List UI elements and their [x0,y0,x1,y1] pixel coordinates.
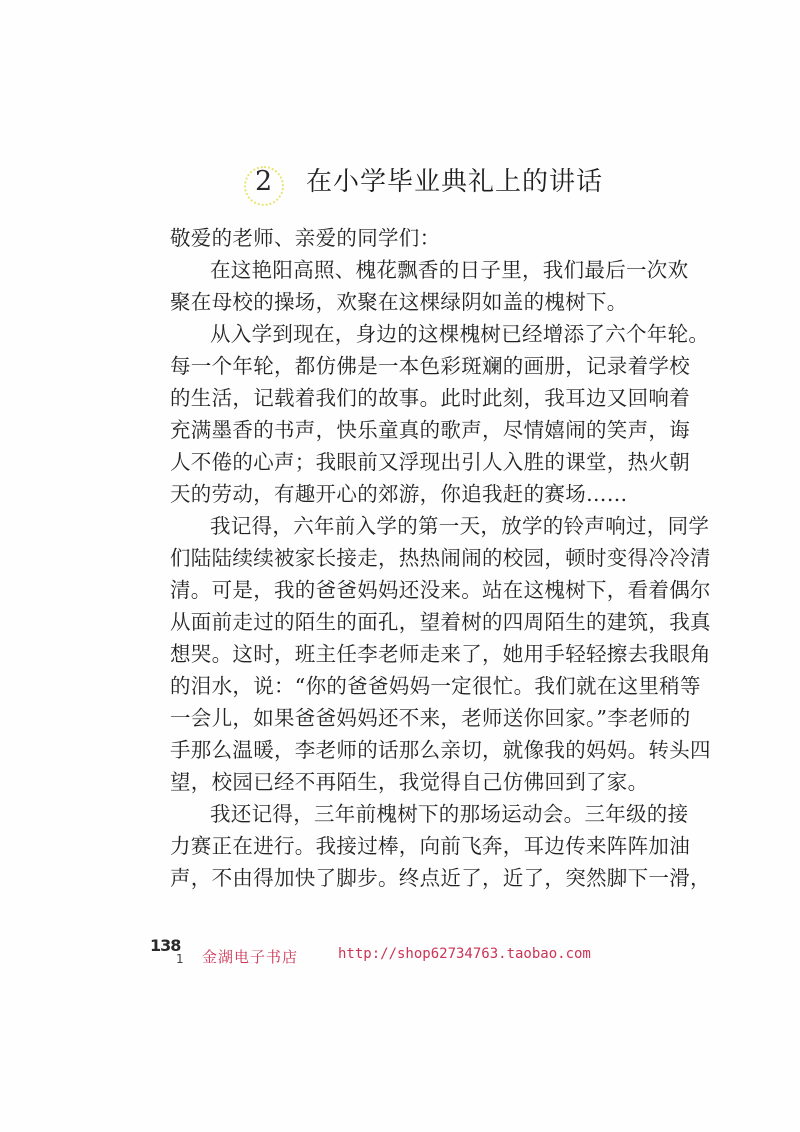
text-line: 的生活，记载着我们的故事。此时此刻，我耳边又回响着 [170,386,690,410]
text-line: 每一个年轮，都仿佛是一本色彩斑斓的画册，记录着学校 [170,354,690,378]
text-line: 敬爱的老师、亲爱的同学们： [170,226,441,250]
text-line: 一会儿，如果爸爸妈妈还不来，老师送你回家。”李老师的 [170,706,691,730]
text-line: 的泪水，说：“你的爸爸妈妈一定很忙。我们就在这里稍等 [170,674,701,698]
text-line: 我记得，六年前入学的第一天，放学的铃声响过，同学 [210,514,710,538]
text-line: 我还记得，三年前槐树下的那场运动会。三年级的接 [210,802,689,826]
text-line: 手那么温暖，李老师的话那么亲切，就像我的妈妈。转头四 [170,738,711,762]
text-line: 想哭。这时，班主任李老师走来了，她用手轻轻擦去我眼角 [170,642,711,666]
text-line: 天的劳动，有趣开心的郊游，你追我赶的赛场…… [170,482,628,506]
text-line: 清。可是，我的爸爸妈妈还没来。站在这槐树下，看着偶尔 [170,578,711,602]
text-line: 望，校园已经不再陌生，我觉得自己仿佛回到了家。 [170,770,649,794]
text-line: 们陆陆续续被家长接走，热热闹闹的校园，顿时变得冷冷清 [170,546,711,570]
page-number: 138 [150,936,181,955]
text-line: 从入学到现在，身边的这棵槐树已经增添了六个年轮。 [210,322,710,346]
store-url-link[interactable]: http://shop62734763.taobao.com [338,946,591,962]
text-line: 人不倦的心声；我眼前又浮现出引人入胜的课堂，热火朝 [170,450,690,474]
store-name-watermark: 金湖电子书店 [202,948,299,966]
lesson-title: 在小学毕业典礼上的讲话 [306,167,604,197]
text-line: 从面前走过的陌生的面孔，望着树的四周陌生的建筑，我真 [170,610,711,634]
text-line: 在这艳阳高照、槐花飘香的日子里，我们最后一次欢 [210,258,689,282]
lesson-heading [0,162,800,202]
lesson-number: 2 [255,166,273,197]
speech-text [170,222,711,894]
text-line: 力赛正在进行。我接过棒，向前飞奔，耳边传来阵阵加油 [170,834,690,858]
page-mark: 1 [176,952,184,966]
page-footer [150,936,650,980]
text-line: 声，不由得加快了脚步。终点近了，近了，突然脚下一滑， [170,866,711,890]
text-line: 聚在母校的操场，欢聚在这棵绿阴如盖的槐树下。 [170,290,628,314]
text-line: 充满墨香的书声，快乐童真的歌声，尽情嬉闹的笑声，诲 [170,418,690,442]
